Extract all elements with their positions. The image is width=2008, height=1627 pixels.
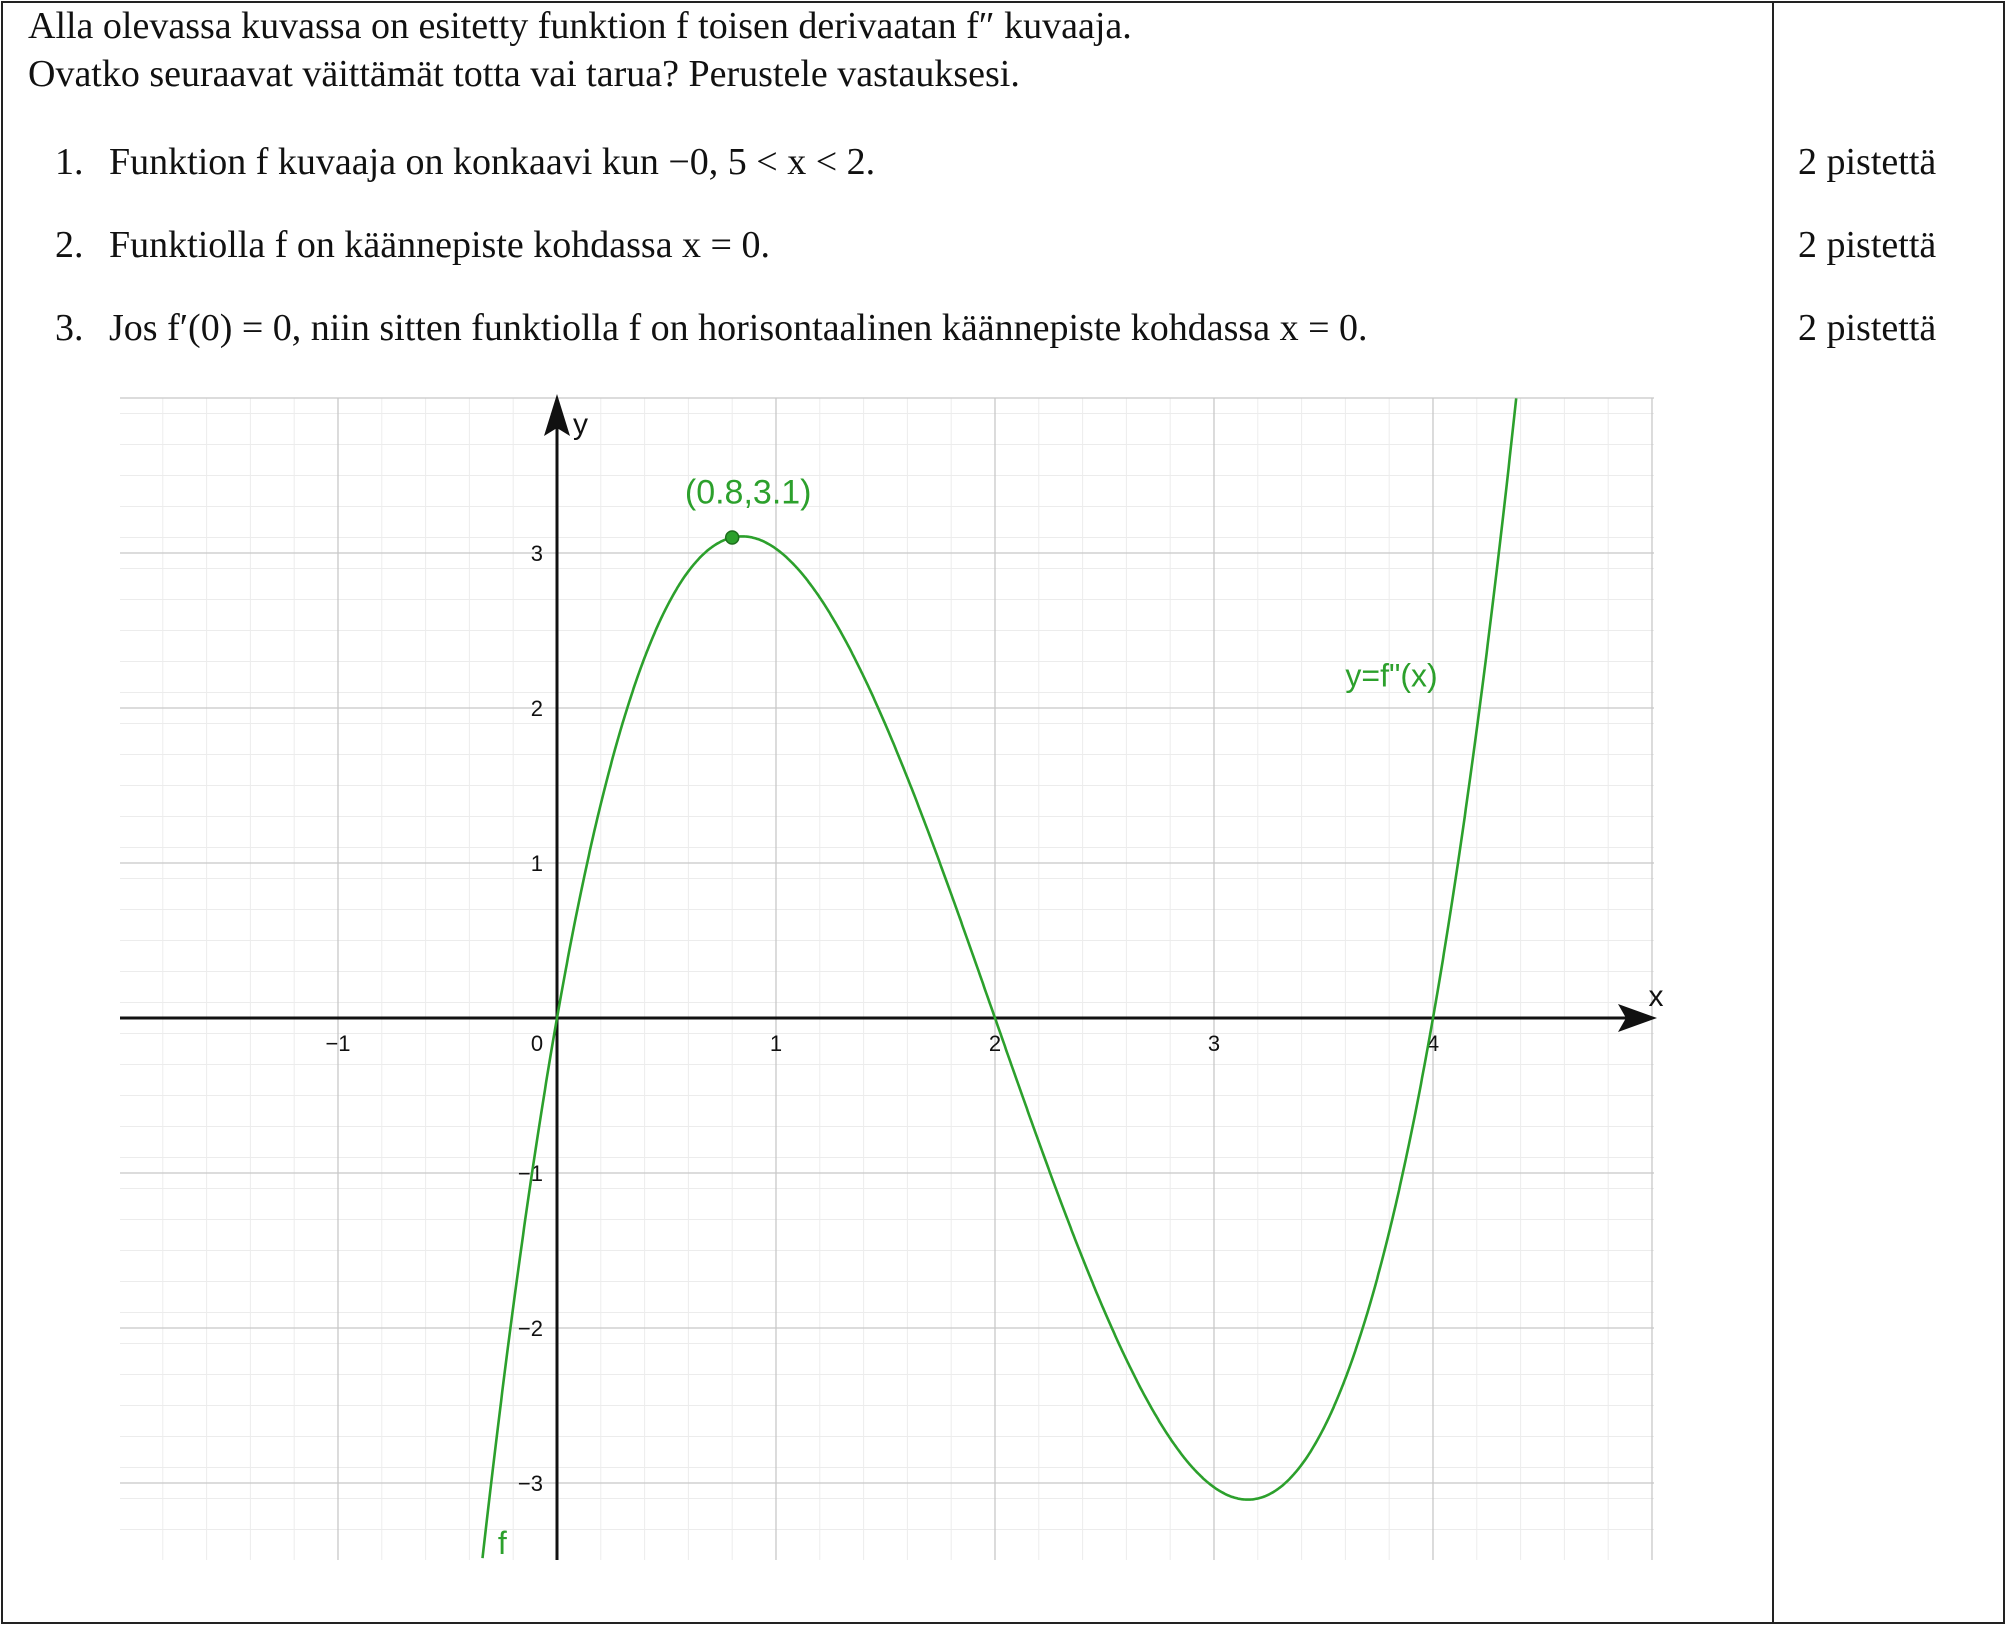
points-2: 2 pistettä	[1798, 224, 1937, 266]
statement-text: Funktion f kuvaaja on konkaavi kun −0, 5 < x < 2.	[109, 141, 876, 183]
x-tick-label: 2	[988, 1031, 1002, 1056]
statement-number: 3.	[55, 307, 84, 349]
curve-formula-label: y=f"(x)	[1345, 657, 1438, 694]
y-tick-label: −3	[517, 1471, 543, 1496]
maximum-point-label: (0.8,3.1)	[684, 473, 812, 512]
y-tick-label: −2	[517, 1316, 543, 1341]
intro-line-2: Ovatko seuraavat väittämät totta vai tarua? Perustele vastauksesi.	[28, 53, 1020, 95]
points-3: 2 pistettä	[1798, 307, 1937, 349]
y-axis-label: y	[573, 408, 588, 441]
y-tick-label: 2	[530, 696, 543, 721]
statement-number: 1.	[55, 141, 84, 183]
maximum-point	[726, 531, 739, 544]
x-axis-label: x	[1648, 980, 1664, 1013]
statement-text: Funktiolla f on käännepiste kohdassa x = 0.	[109, 224, 770, 266]
x-tick-label: −1	[325, 1031, 351, 1056]
points-1: 2 pistettä	[1798, 141, 1937, 183]
x-tick-label: 3	[1207, 1031, 1221, 1056]
second-derivative-curve	[483, 398, 1517, 1558]
y-tick-label: 1	[530, 851, 543, 876]
statement-number: 2.	[55, 224, 84, 266]
x-tick-label: 0	[530, 1031, 544, 1056]
intro-line-1: Alla olevassa kuvassa on esitetty funktion f toisen derivaatan f″ kuvaaja.	[28, 5, 1132, 47]
y-tick-label: 3	[530, 541, 543, 566]
y-tick-label: −1	[517, 1161, 543, 1186]
x-tick-label: 4	[1426, 1031, 1440, 1056]
series-name-label: f	[497, 1525, 507, 1561]
x-tick-label: 1	[769, 1031, 783, 1056]
statement-text: Jos f′(0) = 0, niin sitten funktiolla f on horisontaalinen käännepiste kohdassa x = 0.	[109, 307, 1368, 349]
